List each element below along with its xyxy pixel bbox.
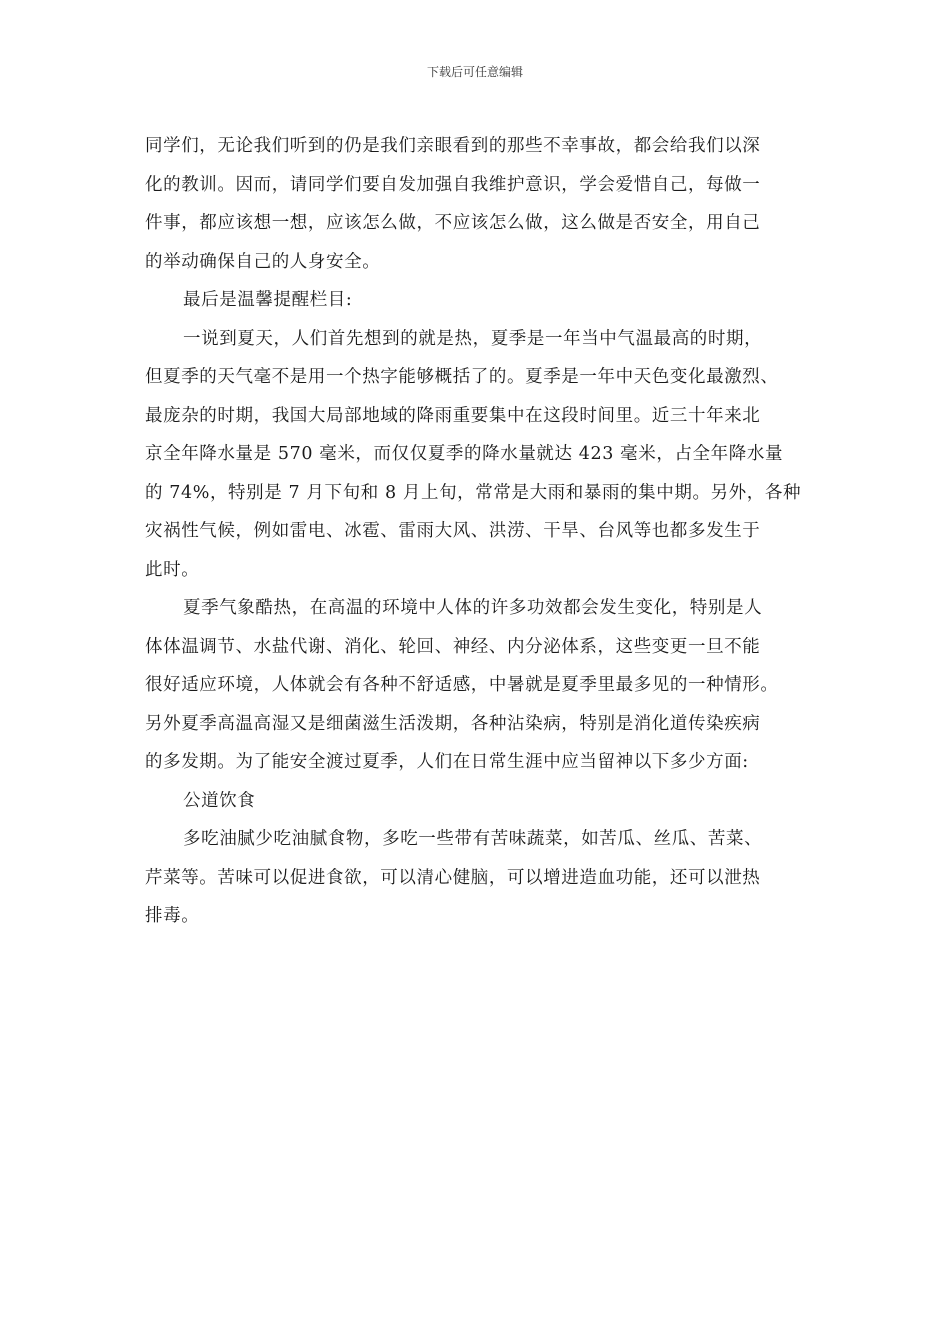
paragraph-accident-lesson <box>145 127 810 281</box>
text-line: 化的教训。因而，请同学们要自发加强自我维护意识，学会爱惜自己，每做一 <box>145 174 761 195</box>
text-line: 多吃油腻少吃油腻食物，多吃一些带有苦味蔬菜，如苦瓜、丝瓜、苦菜、 <box>183 829 763 849</box>
text-line: 的举动确保自己的人身安全。 <box>145 251 381 272</box>
text-line: 的多发期。为了能安全渡过夏季，人们在日常生涯中应当留神以下多少方面: <box>145 752 749 772</box>
text-line: 最后是温馨提醒栏目: <box>183 290 353 310</box>
text-line: 但夏季的天气毫不是用一个热字能够概括了的。夏季是一年中天色变化最激烈、 <box>145 367 779 387</box>
text-line: 一说到夏天，人们首先想到的就是热，夏季是一年当中气温最高的时期， <box>183 328 763 349</box>
paragraph-summer-weather <box>145 320 810 590</box>
text-line: 公道饮食 <box>183 790 256 811</box>
text-line: 件事，都应该想一想，应该怎么做，不应该怎么做，这么做是否安全，用自己 <box>145 213 761 233</box>
text-line: 京全年降水量是 570 毫米，而仅仅夏季的降水量就达 423 毫米，占全年降水量 <box>145 444 784 464</box>
text-line: 另外夏季高温高湿又是细菌滋生活泼期，各种沾染病，特别是消化道传染疾病 <box>145 713 761 734</box>
text-line: 排毒。 <box>145 906 200 926</box>
paragraph-summer-health <box>145 589 810 782</box>
text-line: 夏季气象酷热，在高温的环境中人体的许多功效都会发生变化，特别是人 <box>183 598 763 618</box>
paragraph-diet-heading <box>145 782 810 821</box>
text-line: 体体温调节、水盐代谢、消化、轮回、神经、内分泌体系，这些变更一旦不能 <box>145 636 761 657</box>
text-line: 此时。 <box>145 559 200 580</box>
document-body <box>145 127 810 936</box>
text-line: 同学们，无论我们听到的仍是我们亲眼看到的那些不幸事故，都会给我们以深 <box>145 136 761 156</box>
page-header-note: 下载后可任意编辑 <box>426 65 523 79</box>
text-line: 灾祸性气候，例如雷电、冰雹、雷雨大风、洪涝、干旱、台风等也都多发生于 <box>145 521 761 541</box>
text-line: 芹菜等。苦味可以促进食欲，可以清心健脑，可以增进造血功能，还可以泄热 <box>145 867 761 888</box>
text-line: 的 74%，特别是 7 月下旬和 8 月上旬，常常是大雨和暴雨的集中期。另外，各种 <box>145 482 802 503</box>
text-line: 很好适应环境，人体就会有各种不舒适感，中暑就是夏季里最多见的一种情形。 <box>145 675 779 695</box>
text-line: 最庞杂的时期，我国大局部地域的降雨重要集中在这段时间里。近三十年来北 <box>145 405 761 426</box>
paragraph-reminder-heading <box>145 281 810 320</box>
paragraph-diet-advice <box>145 820 810 936</box>
